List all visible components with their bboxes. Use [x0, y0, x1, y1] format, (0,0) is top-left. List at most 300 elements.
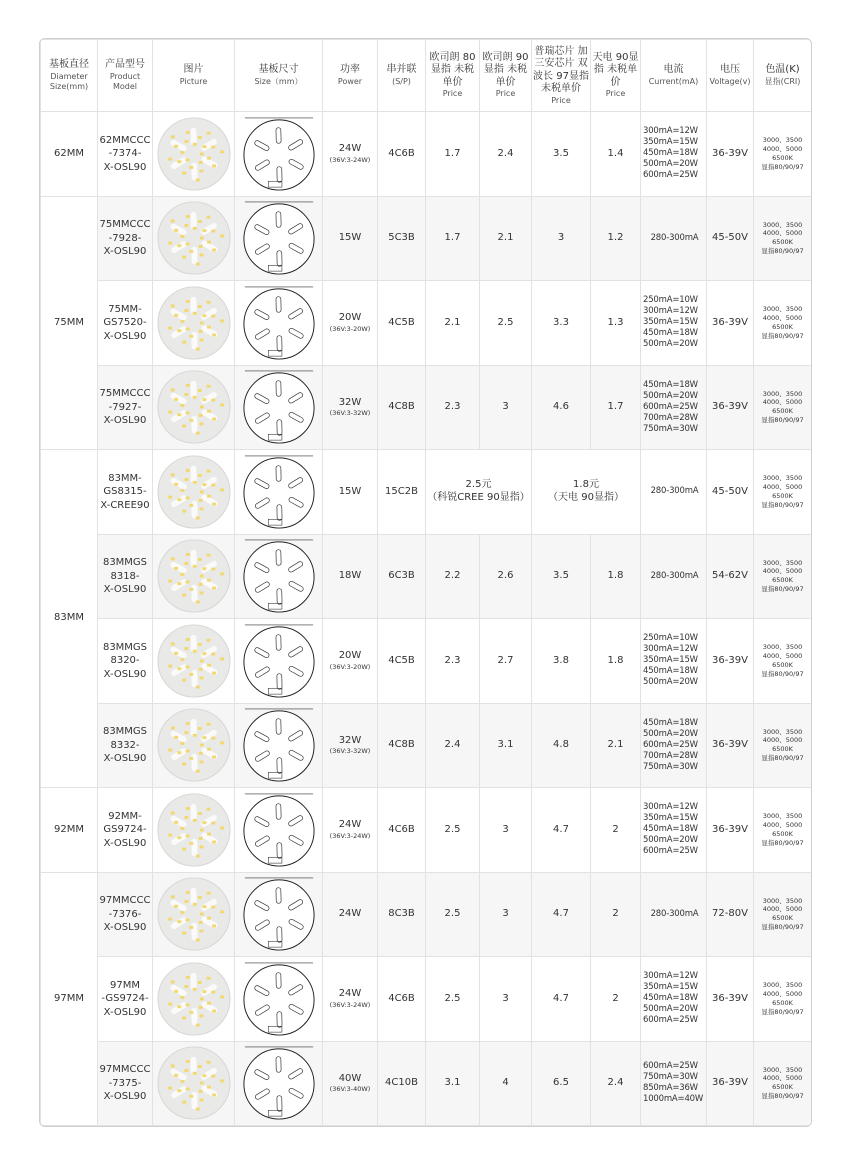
- header-sp-en: (S/P): [392, 76, 411, 86]
- sp-cell: 4C10B: [378, 1041, 426, 1126]
- price-p80: 2.1: [426, 281, 480, 366]
- board-picture: [153, 534, 235, 619]
- current-line: 500mA=20W: [643, 390, 698, 401]
- board-picture: [153, 703, 235, 788]
- current-cell: [641, 112, 707, 197]
- dimension-drawing-image: [241, 622, 317, 700]
- header-p90-cn: 欧司朗 90显指 未税单价: [482, 51, 529, 88]
- header-power-cn: 功率: [340, 64, 360, 76]
- model-line: -GS9724-: [101, 993, 149, 1004]
- model-cell: [98, 112, 153, 197]
- cct-line: 6500K: [772, 407, 793, 416]
- power-note: (36V:3-32W): [329, 747, 371, 756]
- price-ptd: 1.7: [591, 365, 641, 450]
- model-line: X-CREE90: [100, 499, 150, 511]
- price-p80: 1.7: [426, 196, 480, 281]
- model-line: 75MM-: [108, 303, 142, 315]
- cct-line: 4000、5000: [762, 989, 803, 998]
- current-cell: [641, 788, 707, 873]
- voltage-cell: 36-39V: [707, 957, 754, 1042]
- voltage-cell: 36-39V: [707, 1041, 754, 1126]
- current-cell: [641, 365, 707, 450]
- diameter-cell: 75MM: [41, 196, 98, 450]
- cct-line: 4000、5000: [762, 651, 803, 660]
- current-cell: [641, 619, 707, 704]
- board-drawing: [235, 450, 323, 535]
- header-cct-en: 显指(CRI): [764, 76, 801, 86]
- model-line: X-OSL90: [103, 161, 147, 173]
- led-board-image: [156, 285, 232, 361]
- current-line: 280-300mA: [650, 486, 699, 497]
- board-picture: [153, 365, 235, 450]
- current-line: 500mA=20W: [643, 728, 698, 739]
- cct-cell: [754, 957, 812, 1042]
- power-value: 24W: [338, 908, 362, 919]
- header-sp-cn: 串并联: [386, 64, 417, 76]
- dimension-drawing-image: [241, 199, 317, 277]
- cct-line: 显指80/90/97: [761, 838, 804, 847]
- power-cell: [323, 788, 378, 873]
- header-cct: [754, 40, 812, 112]
- current-line: 250mA=10W: [643, 633, 698, 644]
- cct-line: 4000、5000: [762, 482, 803, 491]
- cct-line: 6500K: [772, 998, 793, 1007]
- board-drawing: [235, 619, 323, 704]
- current-cell: [641, 1041, 707, 1126]
- model-line: 97MMCCC: [99, 1064, 151, 1075]
- price-p90: 3: [480, 788, 532, 873]
- model-line: 83MMGS: [102, 641, 148, 653]
- power-cell: [323, 112, 378, 197]
- model-cell: [98, 957, 153, 1042]
- board-drawing: [235, 872, 323, 957]
- current-line: 300mA=12W: [643, 306, 698, 317]
- board-picture: [153, 788, 235, 873]
- model-cell: [98, 788, 153, 873]
- cct-line: 3000、3500: [762, 558, 803, 567]
- cct-line: 4000、5000: [762, 736, 803, 745]
- current-line: 350mA=15W: [643, 137, 698, 148]
- board-drawing: [235, 196, 323, 281]
- cct-line: 3000、3500: [762, 474, 803, 483]
- current-line: 1000mA=40W: [643, 1094, 704, 1105]
- power-note: (36V:3-20W): [329, 324, 371, 333]
- current-line: 600mA=25W: [643, 846, 698, 857]
- price-p80: 2.2: [426, 534, 480, 619]
- table-row: [41, 957, 812, 1042]
- cct-line: 显指80/90/97: [761, 1007, 804, 1016]
- price-p97: 3: [532, 196, 591, 281]
- power-value: 20W: [338, 650, 362, 662]
- header-diameter-cn: 基板直径: [49, 59, 89, 71]
- current-line: 500mA=20W: [643, 339, 698, 350]
- price-p97: 3.3: [532, 281, 591, 366]
- led-board-image: [156, 454, 232, 530]
- voltage-cell: 36-39V: [707, 365, 754, 450]
- current-line: 750mA=30W: [643, 1072, 698, 1083]
- merged-price-cell: [426, 450, 532, 535]
- current-line: 600mA=25W: [643, 1015, 698, 1026]
- header-power-en: Power: [337, 76, 363, 86]
- header-model: [98, 40, 153, 112]
- power-value: 20W: [338, 312, 362, 324]
- cct-line: 6500K: [772, 660, 793, 669]
- current-line: 450mA=18W: [643, 993, 698, 1004]
- model-line: 92MM-: [108, 810, 142, 822]
- cct-line: 显指80/90/97: [761, 416, 804, 425]
- model-line: 83MMGS: [102, 726, 148, 737]
- dimension-drawing-image: [241, 284, 317, 362]
- cct-cell: [754, 534, 812, 619]
- current-line: 750mA=30W: [643, 423, 698, 434]
- price-ptd: 2: [591, 957, 641, 1042]
- price-p90: 2.4: [480, 112, 532, 197]
- cct-line: 3000、3500: [762, 389, 803, 398]
- price-p90: 2.5: [480, 281, 532, 366]
- current-line: 600mA=25W: [643, 170, 698, 181]
- model-cell: [98, 450, 153, 535]
- sp-cell: 4C6B: [378, 112, 426, 197]
- dimension-drawing-image: [241, 1044, 317, 1122]
- current-line: 600mA=25W: [643, 739, 698, 750]
- power-cell: [323, 534, 378, 619]
- header-diameter: [41, 40, 98, 112]
- current-line: 500mA=20W: [643, 677, 698, 688]
- model-line: GS9724-: [103, 824, 147, 835]
- led-board-image: [156, 792, 232, 868]
- price-p97: 4.7: [532, 872, 591, 957]
- led-board-image: [156, 707, 232, 783]
- cct-line: 显指80/90/97: [761, 585, 804, 594]
- diameter-cell: 97MM: [41, 872, 98, 1126]
- led-board-image: [156, 876, 232, 952]
- model-line: X-OSL90: [103, 330, 147, 342]
- price-p97: 3.8: [532, 619, 591, 704]
- price-ptd: 1.2: [591, 196, 641, 281]
- cct-cell: [754, 196, 812, 281]
- header-p80-cn: 欧司朗 80显指 未税单价: [429, 51, 476, 88]
- price-p90: 3.1: [480, 703, 532, 788]
- power-cell: [323, 1041, 378, 1126]
- led-board-image: [156, 538, 232, 614]
- led-board-image: [156, 623, 232, 699]
- board-picture: [153, 872, 235, 957]
- current-cell: [641, 196, 707, 281]
- price-p97: 4.8: [532, 703, 591, 788]
- table-row: [41, 788, 812, 873]
- cct-line: 6500K: [772, 238, 793, 247]
- sp-cell: 5C3B: [378, 196, 426, 281]
- power-note: (36V:3-20W): [329, 662, 371, 671]
- current-line: 300mA=12W: [643, 644, 698, 655]
- current-cell: [641, 534, 707, 619]
- sp-cell: 15C2B: [378, 450, 426, 535]
- sp-cell: 4C5B: [378, 619, 426, 704]
- current-line: 450mA=18W: [643, 824, 698, 835]
- current-line: 750mA=30W: [643, 761, 698, 772]
- model-cell: [98, 1041, 153, 1126]
- led-board-image: [156, 369, 232, 445]
- current-line: 700mA=28W: [643, 750, 698, 761]
- model-line: X-OSL90: [103, 415, 147, 426]
- cct-line: 4000、5000: [762, 820, 803, 829]
- cct-cell: [754, 281, 812, 366]
- header-p97-en: Price: [551, 95, 571, 105]
- header-current-cn: 电流: [663, 64, 684, 76]
- spec-table-container: [39, 38, 812, 1127]
- price-p90: 2.1: [480, 196, 532, 281]
- model-cell: [98, 196, 153, 281]
- sp-cell: 4C6B: [378, 788, 426, 873]
- current-line: 450mA=18W: [643, 717, 698, 728]
- diameter-cell: 92MM: [41, 788, 98, 873]
- dimension-drawing-image: [241, 453, 317, 531]
- current-cell: [641, 281, 707, 366]
- header-voltage-cn: 电压: [720, 64, 740, 76]
- model-line: GS8315-: [103, 486, 147, 497]
- led-board-image: [156, 961, 232, 1037]
- board-drawing: [235, 703, 323, 788]
- cct-line: 3000、3500: [762, 220, 803, 229]
- current-line: 350mA=15W: [643, 655, 698, 666]
- cct-cell: [754, 788, 812, 873]
- price-p97: 3.5: [532, 534, 591, 619]
- table-row: [41, 281, 812, 366]
- cct-line: 6500K: [772, 1083, 793, 1092]
- power-cell: [323, 196, 378, 281]
- merged-price-line: （科锐CREE 90显指）: [427, 491, 530, 503]
- sp-cell: 4C5B: [378, 281, 426, 366]
- power-note: (36V:3-40W): [329, 1085, 371, 1094]
- current-line: 500mA=20W: [643, 159, 698, 170]
- cct-line: 6500K: [772, 829, 793, 838]
- power-note: (36V:3-24W): [329, 1000, 371, 1009]
- model-line: X-OSL90: [103, 753, 147, 764]
- price-ptd: 2.4: [591, 1041, 641, 1126]
- header-row: [41, 40, 812, 112]
- model-cell: [98, 365, 153, 450]
- current-line: 500mA=20W: [643, 835, 698, 846]
- board-picture: [153, 957, 235, 1042]
- model-cell: [98, 534, 153, 619]
- price-p97: 6.5: [532, 1041, 591, 1126]
- table-row: [41, 872, 812, 957]
- header-model-en: Product Model: [109, 71, 141, 91]
- power-value: 15W: [338, 232, 362, 243]
- sp-cell: 6C3B: [378, 534, 426, 619]
- model-line: X-OSL90: [103, 246, 147, 257]
- voltage-cell: 45-50V: [707, 196, 754, 281]
- price-p90: 3: [480, 957, 532, 1042]
- cct-cell: [754, 365, 812, 450]
- header-p97-cn: 普瑞芯片 加三安芯片 双波长 97显指 未税单价: [533, 45, 589, 94]
- current-line: 450mA=18W: [643, 148, 698, 159]
- board-drawing: [235, 534, 323, 619]
- cct-cell: [754, 112, 812, 197]
- cct-line: 显指80/90/97: [761, 754, 804, 763]
- model-line: 62MMCCC: [99, 134, 151, 146]
- board-drawing: [235, 957, 323, 1042]
- model-line: 8320-: [110, 655, 140, 666]
- header-sp: [378, 40, 426, 112]
- table-row: [41, 365, 812, 450]
- current-line: 500mA=20W: [643, 1004, 698, 1015]
- dimension-drawing-image: [241, 537, 317, 615]
- header-p90-en: Price: [495, 89, 516, 99]
- cct-line: 4000、5000: [762, 905, 803, 914]
- diameter-cell: 62MM: [41, 112, 98, 197]
- voltage-cell: 36-39V: [707, 619, 754, 704]
- header-ptd: [591, 40, 641, 112]
- power-note: (36V:3-24W): [329, 155, 371, 164]
- dimension-drawing-image: [241, 791, 317, 869]
- merged-price-line: 2.5元: [465, 479, 492, 491]
- table-row: [41, 534, 812, 619]
- table-row: [41, 1041, 812, 1126]
- power-note: (36V:3-32W): [329, 409, 371, 418]
- header-voltage-en: Voltage(v): [709, 76, 751, 86]
- power-cell: [323, 619, 378, 704]
- cct-line: 6500K: [772, 491, 793, 500]
- price-p97: 4.6: [532, 365, 591, 450]
- current-line: 450mA=18W: [643, 328, 698, 339]
- price-p80: 2.5: [426, 957, 480, 1042]
- board-drawing: [235, 112, 323, 197]
- dimension-drawing-image: [241, 875, 317, 953]
- voltage-cell: 36-39V: [707, 112, 754, 197]
- dimension-drawing-image: [241, 368, 317, 446]
- power-cell: [323, 450, 378, 535]
- model-cell: [98, 703, 153, 788]
- cct-line: 显指80/90/97: [761, 669, 804, 678]
- header-diameter-en: Diameter Size(mm): [49, 71, 89, 91]
- price-p90: 3: [480, 872, 532, 957]
- cct-line: 3000、3500: [762, 305, 803, 314]
- table-row: [41, 450, 812, 535]
- cct-line: 4000、5000: [762, 1074, 803, 1083]
- price-ptd: 2: [591, 872, 641, 957]
- cct-line: 4000、5000: [762, 144, 803, 153]
- cct-line: 显指80/90/97: [761, 331, 804, 340]
- current-line: 300mA=12W: [643, 802, 698, 813]
- dimension-drawing-image: [241, 115, 317, 193]
- header-picture-en: Picture: [179, 76, 208, 86]
- current-line: 350mA=15W: [643, 317, 698, 328]
- power-cell: [323, 703, 378, 788]
- price-p80: 2.3: [426, 365, 480, 450]
- power-cell: [323, 872, 378, 957]
- model-line: 83MM-: [108, 472, 142, 484]
- header-current: [641, 40, 707, 112]
- model-line: X-OSL90: [103, 1091, 147, 1102]
- model-line: GS7520-: [103, 317, 147, 328]
- price-p80: 1.7: [426, 112, 480, 197]
- header-p97: [532, 40, 591, 112]
- current-line: 300mA=12W: [643, 126, 698, 137]
- current-line: 280-300mA: [650, 570, 699, 581]
- current-line: 280-300mA: [650, 232, 699, 243]
- model-line: 75MMCCC: [99, 219, 151, 230]
- table-row: [41, 619, 812, 704]
- cct-line: 3000、3500: [762, 727, 803, 736]
- cct-line: 6500K: [772, 745, 793, 754]
- current-line: 450mA=18W: [643, 666, 698, 677]
- cct-line: 6500K: [772, 322, 793, 331]
- model-line: 8332-: [110, 739, 140, 751]
- model-line: -7374-: [108, 148, 142, 159]
- header-power: [323, 40, 378, 112]
- current-line: 850mA=36W: [643, 1083, 698, 1094]
- current-line: 450mA=18W: [643, 379, 698, 390]
- board-picture: [153, 1041, 235, 1126]
- current-line: 300mA=12W: [643, 971, 698, 982]
- merged-price-cell: [532, 450, 641, 535]
- model-cell: [98, 281, 153, 366]
- cct-line: 4000、5000: [762, 229, 803, 238]
- table-row: [41, 196, 812, 281]
- power-value: 40W: [338, 1072, 362, 1084]
- cct-line: 4000、5000: [762, 567, 803, 576]
- board-picture: [153, 196, 235, 281]
- price-p80: 2.5: [426, 788, 480, 873]
- header-ptd-en: Price: [605, 89, 626, 99]
- model-line: 97MM: [110, 979, 140, 991]
- header-picture: [153, 40, 235, 112]
- current-line: 350mA=15W: [643, 982, 698, 993]
- current-cell: [641, 450, 707, 535]
- cct-line: 6500K: [772, 153, 793, 162]
- cct-line: 3000、3500: [762, 812, 803, 821]
- model-line: -7376-: [108, 908, 142, 920]
- cct-cell: [754, 703, 812, 788]
- price-p90: 4: [480, 1041, 532, 1126]
- voltage-cell: 54-62V: [707, 534, 754, 619]
- header-p80-en: Price: [442, 89, 463, 99]
- current-line: 600mA=25W: [643, 401, 698, 412]
- price-ptd: 1.8: [591, 534, 641, 619]
- header-size: [235, 40, 323, 112]
- cct-line: 显指80/90/97: [761, 162, 804, 171]
- model-line: X-OSL90: [103, 668, 147, 680]
- price-ptd: 2.1: [591, 703, 641, 788]
- model-line: X-OSL90: [103, 837, 147, 849]
- power-value: 32W: [338, 396, 362, 408]
- model-line: -7927-: [108, 401, 142, 413]
- price-p97: 4.7: [532, 788, 591, 873]
- cct-line: 4000、5000: [762, 313, 803, 322]
- power-value: 24W: [338, 819, 362, 831]
- power-value: 24W: [338, 988, 362, 1000]
- price-p80: 2.4: [426, 703, 480, 788]
- cct-line: 显指80/90/97: [761, 247, 804, 256]
- current-line: 350mA=15W: [643, 813, 698, 824]
- price-p97: 3.5: [532, 112, 591, 197]
- price-ptd: 2: [591, 788, 641, 873]
- cct-cell: [754, 1041, 812, 1126]
- cct-line: 显指80/90/97: [761, 923, 804, 932]
- led-board-image: [156, 1045, 232, 1121]
- cct-line: 6500K: [772, 914, 793, 923]
- price-p80: 2.5: [426, 872, 480, 957]
- voltage-cell: 36-39V: [707, 281, 754, 366]
- voltage-cell: 72-80V: [707, 872, 754, 957]
- current-cell: [641, 957, 707, 1042]
- led-board-spec-table: [40, 39, 812, 1126]
- merged-price-line: （天电 90显指）: [548, 491, 624, 503]
- table-row: [41, 112, 812, 197]
- cct-line: 3000、3500: [762, 896, 803, 905]
- price-ptd: 1.3: [591, 281, 641, 366]
